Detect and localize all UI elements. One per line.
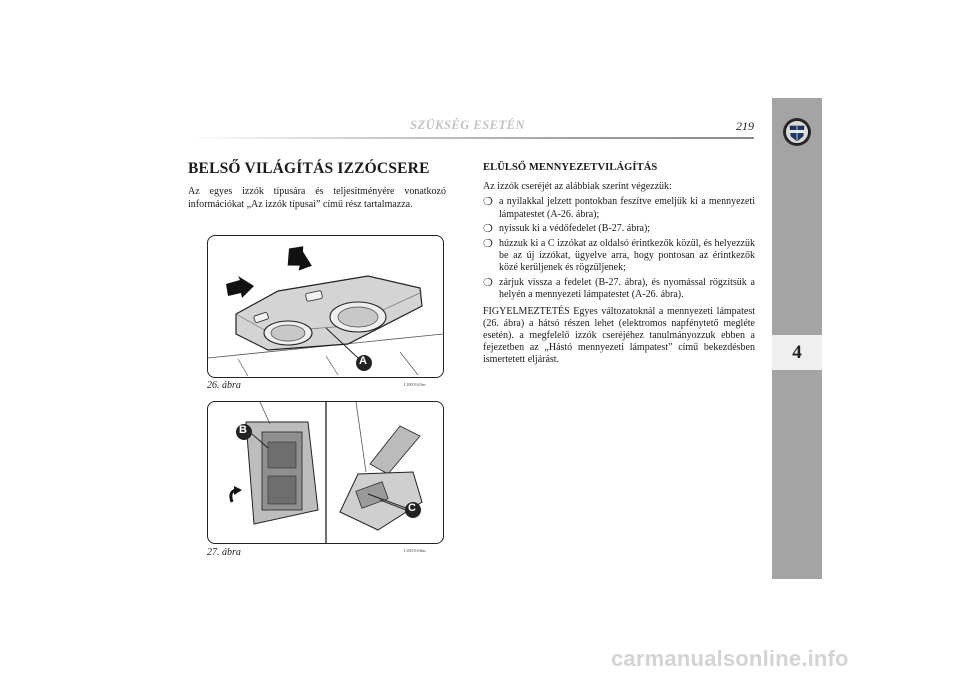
page-number: 219	[736, 119, 754, 133]
list-item	[483, 238, 755, 275]
step-text: zárjuk vissza a fedelet (B-27. ábra), és nyomással rögzítsük a helyén a mennyezeti lámpatestet (A-26. ábra).	[499, 277, 755, 301]
left-column	[188, 160, 446, 211]
running-header-title: SZÜKSÉG ESETÉN	[410, 118, 526, 132]
intro-paragraph: Az egyes izzók típusára és teljesítményére vonatkozó információkat „Az izzók típusai” című rész tartalmazza.	[188, 186, 446, 210]
figure-27-caption: 27. ábra	[207, 547, 241, 558]
figure-26-caption: 26. ábra	[207, 380, 241, 391]
step-text: nyissuk ki a védőfedelet (B-27. ábra);	[499, 223, 651, 235]
figure-27-label-c: C	[408, 502, 416, 514]
circle-bullet-icon: ❍	[483, 238, 493, 251]
figure-27-label-b: B	[239, 424, 247, 436]
warning-paragraph: FIGYELMEZTETÉS Egyes változatoknál a mennyezeti lámpatest (26. ábra) a hátsó részen lehet (elektromos napfénytető megléte esetén). a megfelelő izzók cseréjéhez tanulmányozzuk ebben a fejezetben az „Hástó mennyezeti lámpatest” című bekezdésben ismertetett eljárást.	[483, 305, 755, 366]
step-text: a nyilakkal jelzett pontokban feszítve emeljük ki a mennyezeti lámpatestet (A-26. ábra);	[499, 196, 755, 220]
step-text: húzzuk ki a C izzókat az oldalsó érintkezők közül, és helyezzük be az új izzókat, ügyelve arra, hogy pontosan az érintkezők közé kerüljenek és rögzüljenek;	[499, 238, 755, 274]
subsection-title: ELÜLSŐ MENNYEZETVILÁGÍTÁS	[483, 162, 658, 173]
circle-bullet-icon: ❍	[483, 196, 493, 209]
figure-27-illustration	[207, 401, 444, 544]
lead-sentence: Az izzók cseréjét az alábbiak szerint végezzük:	[483, 181, 672, 193]
right-column	[483, 162, 755, 377]
section-title: BELSŐ VILÁGÍTÁS IZZÓCSERE	[188, 160, 430, 177]
lancia-shield-icon	[782, 117, 812, 147]
figure-26-code: L0E0165m	[404, 382, 426, 387]
header-rule	[188, 137, 754, 139]
list-item	[483, 277, 755, 301]
steps-list	[483, 196, 755, 301]
list-item	[483, 223, 755, 235]
figure-27-code: L0E0166m	[404, 548, 426, 553]
circle-bullet-icon: ❍	[483, 223, 493, 236]
watermark-link[interactable]: carmanualsonline.info	[611, 646, 849, 671]
chapter-sidebar	[772, 98, 822, 579]
circle-bullet-icon: ❍	[483, 277, 493, 290]
figure-26-label-a: A	[359, 355, 367, 367]
figure-26-illustration	[207, 235, 444, 378]
list-item	[483, 196, 755, 220]
chapter-number: 4	[772, 335, 822, 370]
